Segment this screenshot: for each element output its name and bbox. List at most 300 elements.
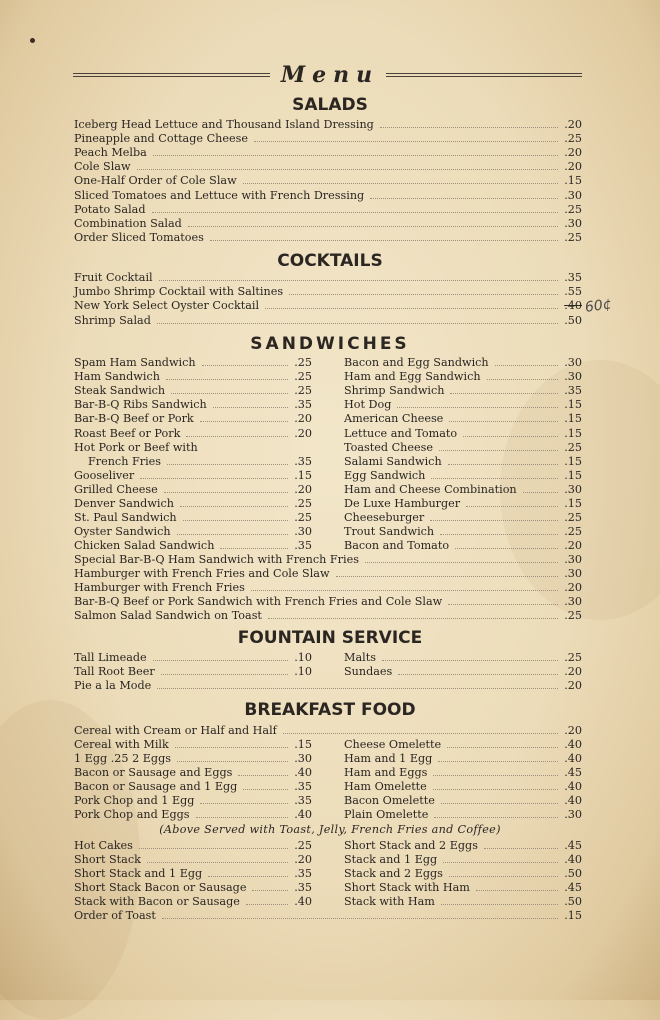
menu-item-name: Iceberg Head Lettuce and Thousand Island Dressing [74,118,374,131]
menu-item-price: .15 [564,398,582,412]
breakfast-heading: BREAKFAST FOOD [244,700,416,720]
dot-leader [431,478,558,479]
menu-item-row [344,525,582,539]
dot-leader [246,904,288,905]
menu-item-row [344,441,582,455]
menu-item-row [74,595,582,609]
menu-item-row [74,853,312,867]
menu-item-name: Tall Limeade [74,651,147,664]
menu-item-price: .40 [564,738,582,751]
menu-item-name: Tall Root Beer [74,665,155,679]
menu-item-row [74,299,582,313]
menu-item-row [344,853,582,867]
menu-item-price: .25 [294,511,312,525]
dot-leader [177,761,288,762]
menu-item-price: .20 [294,426,312,440]
menu-item-name: Stack with Ham [344,895,435,909]
menu-item-price: .40 [564,299,582,313]
menu-item-row [74,553,582,567]
menu-item-name: One-Half Order of Cole Slaw [74,174,237,188]
menu-item-price: .20 [564,724,582,737]
menu-title: Menu [280,62,380,88]
menu-item-name: Denver Sandwich [74,497,174,510]
menu-item-name: Order Sliced Tomatoes [74,230,204,244]
menu-item-row [74,441,312,455]
menu-item-name: Stack and 2 Eggs [344,867,443,881]
menu-item-price: .15 [564,174,582,188]
dot-leader [153,155,558,156]
dot-leader [180,506,288,507]
menu-item-price: .40 [564,853,582,867]
menu-item-row [74,609,582,623]
menu-item-name: Ham Sandwich [74,370,160,384]
menu-item-row [74,356,312,370]
dot-leader [164,492,288,493]
menu-item-name: Ham Omelette [344,780,427,793]
menu-item-price: .40 [294,808,312,821]
fountain-heading: FOUNTAIN SERVICE [237,628,423,648]
menu-item-name: Bacon or Sausage and 1 Egg [74,780,238,793]
menu-item-row [74,160,582,174]
dot-leader [495,365,559,366]
menu-item-name: Lettuce and Tomato [344,426,458,440]
menu-item-price: .30 [564,216,582,230]
dot-leader [243,789,288,790]
menu-item-price: .15 [564,426,582,440]
menu-item-row [344,808,582,822]
menu-item-row [74,497,312,511]
menu-item-price: .25 [294,370,312,384]
dot-leader [463,436,558,437]
menu-item-name: Bacon and Tomato [344,539,450,553]
menu-item-price: .30 [564,808,582,821]
menu-item-row [344,766,582,780]
menu-item-row [344,398,582,412]
dot-leader [152,212,559,213]
menu-item-name: Cheeseburger [344,511,425,525]
dot-leader [137,169,559,170]
dot-leader [161,674,288,675]
menu-item-row [344,651,582,665]
dot-leader [441,803,558,804]
menu-item-row [74,808,312,822]
menu-item-price: .15 [564,454,582,468]
dot-leader [220,548,288,549]
menu-item-row [74,909,582,923]
menu-item-price: .10 [294,665,312,679]
menu-item-row [74,271,582,285]
menu-item-price: .25 [564,202,582,216]
menu-item-price: .20 [294,482,312,496]
menu-item-name: Potato Salad [74,202,146,216]
menu-item-price: .15 [564,412,582,426]
menu-item-row [344,370,582,384]
menu-item-name: New York Select Oyster Cocktail [74,299,260,313]
menu-item-price: .35 [294,454,312,468]
menu-item-price: .30 [564,595,582,609]
menu-item-name: Stack with Bacon or Sausage [74,895,240,909]
menu-item-row [344,539,582,553]
menu-item-price: .30 [564,567,582,581]
menu-item-name: Bacon or Sausage and Eggs [74,766,233,779]
menu-item-row [344,497,582,511]
menu-item-price: .30 [564,370,582,384]
dot-leader [140,478,288,479]
dot-leader [440,534,558,535]
menu-item-price: .15 [294,738,312,751]
menu-item-row [74,384,312,398]
dot-leader [153,660,289,661]
menu-item-row [344,794,582,808]
menu-item-name: Pineapple and Cottage Cheese [74,132,248,146]
menu-item-price: .25 [564,609,582,623]
menu-item-row [344,665,582,679]
dot-leader [448,604,558,605]
menu-item-row [74,285,582,299]
menu-item-name: Steak Sandwich [74,384,166,398]
dot-leader [382,660,558,661]
menu-item-name: French Fries [88,454,162,468]
menu-item-name: Malts [344,651,376,664]
menu-item-name: Stack and 1 Egg [344,853,438,867]
menu-item-price: .35 [294,398,312,412]
salads-heading: SALADS [292,95,368,115]
menu-item-name: Sundaes [344,665,393,679]
menu-item-name: Plain Omelette [344,808,429,821]
dot-leader [186,436,288,437]
dot-leader [167,464,288,465]
menu-item-name: 1 Egg .25 2 Eggs [74,752,171,765]
dot-leader [433,789,558,790]
menu-item-row [74,539,312,553]
menu-item-price: .30 [564,356,582,369]
menu-item-name: Oyster Sandwich [74,525,171,539]
dot-leader [238,775,288,776]
menu-item-price: .20 [564,679,582,692]
menu-item-row [74,189,582,203]
ink-speck [30,38,35,43]
dot-leader [466,506,558,507]
menu-item-price: .50 [564,867,582,881]
menu-item-name: Hamburger with French Fries [74,581,245,595]
menu-item-price: .35 [294,780,312,793]
menu-item-name: American Cheese [344,412,444,426]
dot-leader [449,421,558,422]
dot-leader [200,803,288,804]
menu-item-row [344,780,582,794]
menu-item-name: Pie a la Mode [74,679,152,692]
menu-item-price: .30 [294,752,312,765]
menu-item-price: .25 [294,497,312,510]
menu-item-price: .20 [564,160,582,174]
menu-item-name: Jumbo Shrimp Cocktail with Saltines [74,285,284,299]
menu-item-price: .35 [294,539,312,553]
menu-item-name: Short Stack Bacon or Sausage [74,881,247,895]
dot-leader [434,817,558,818]
menu-item-price: .45 [564,839,582,852]
dot-leader [380,127,558,128]
menu-item-name: Hot Pork or Beef with [74,440,198,454]
menu-item-name: Shrimp Sandwich [344,384,445,398]
menu-item-price: .20 [294,853,312,867]
dot-leader [171,393,288,394]
menu-item-row [74,469,312,483]
dot-leader [523,492,559,493]
dot-leader [210,240,558,241]
dot-leader [188,226,558,227]
menu-item-name: Fruit Cocktail [74,271,153,284]
menu-item-name: Order of Toast [74,909,156,922]
dot-leader [365,562,558,563]
menu-item-row [74,314,582,328]
breakfast-note: (Above Served with Toast, Jelly, French Fries and Coffee) [159,823,501,836]
menu-item-name: Short Stack and 2 Eggs [344,839,478,852]
menu-item-name: Short Stack [74,853,141,867]
dot-leader [397,407,558,408]
menu-item-name: Bacon and Egg Sandwich [344,356,489,369]
menu-item-name: Cheese Omelette [344,738,442,751]
menu-item-price: .35 [564,384,582,398]
dot-leader [202,365,289,366]
menu-item-name: St. Paul Sandwich [74,511,177,525]
dot-leader [139,848,288,849]
menu-item-row [344,752,582,766]
dot-leader [254,141,558,142]
menu-item-price: .25 [294,356,312,369]
dot-leader [159,280,559,281]
menu-item-row [74,217,582,231]
dot-leader [455,548,558,549]
dot-leader [157,323,558,324]
menu-item-price: .30 [294,525,312,539]
menu-item-row [74,738,312,752]
menu-item-row [74,146,582,160]
menu-item-name: Roast Beef or Pork [74,426,181,440]
menu-item-name: Pork Chop and Eggs [74,808,190,821]
menu-item-row [74,511,312,525]
menu-item-row [74,567,582,581]
menu-item-price: .50 [564,313,582,327]
dot-leader [448,464,559,465]
dot-leader [443,862,558,863]
menu-item-price: .35 [294,794,312,807]
menu-item-row [74,483,312,497]
dot-leader [265,308,558,309]
menu-item-name: Ham and Cheese Combination [344,482,517,496]
menu-item-price: .25 [564,132,582,146]
cocktails-heading: COCKTAILS [277,251,383,271]
menu-item-name: Toasted Cheese [344,440,433,454]
menu-item-row [74,895,312,909]
menu-item-row [74,766,312,780]
menu-item-price: .30 [564,188,582,202]
menu-item-price: .20 [564,539,582,553]
menu-item-price: .15 [564,497,582,510]
menu-item-price: .20 [564,581,582,595]
menu-item-name: De Luxe Hamburger [344,497,461,510]
menu-item-price: .25 [294,839,312,852]
menu-item-price: .45 [564,766,582,779]
dot-leader [208,876,288,877]
menu-item-name: Peach Melba [74,146,147,160]
menu-item-name: Bar-B-Q Beef or Pork Sandwich with French Fries and Cole Slaw [74,595,443,609]
menu-item-row [74,780,312,794]
dot-leader [438,761,558,762]
menu-item-name: Ham and Eggs [344,766,428,779]
dot-leader [175,747,288,748]
menu-item-row [74,794,312,808]
menu-item-row [344,881,582,895]
menu-item-row [344,427,582,441]
menu-item-row [74,455,312,469]
menu-item-row [344,469,582,483]
menu-item-name: Egg Sandwich [344,468,426,482]
menu-item-row [74,118,582,132]
dot-leader [439,450,558,451]
menu-item-price: .40 [294,895,312,909]
dot-leader [268,618,558,619]
dot-leader [447,747,558,748]
menu-item-name: Trout Sandwich [344,525,435,539]
menu-item-price: .25 [294,384,312,398]
menu-item-price: .10 [294,651,312,664]
menu-item-price: .25 [564,440,582,454]
menu-item-row [344,455,582,469]
menu-item-price: .45 [564,881,582,895]
menu-item-name: Special Bar-B-Q Ham Sandwich with French Fries [74,553,359,566]
menu-item-price: .30 [564,482,582,496]
menu-item-row [74,174,582,188]
dot-leader [252,890,288,891]
menu-item-price: .25 [564,511,582,525]
menu-item-price: .20 [564,118,582,131]
menu-item-row [74,752,312,766]
menu-item-name: Chicken Salad Sandwich [74,539,215,553]
menu-item-name: Sliced Tomatoes and Lettuce with French Dressing [74,188,365,202]
dot-leader [162,918,558,919]
dot-leader [450,393,558,394]
dot-leader [484,848,558,849]
dot-leader [183,520,289,521]
menu-item-row [74,132,582,146]
dot-leader [476,890,558,891]
menu-item-price: .35 [294,867,312,881]
menu-item-name: Short Stack and 1 Egg [74,867,203,881]
menu-item-price: .15 [564,468,582,482]
menu-item-name: Gooseliver [74,468,135,482]
menu-item-price: .35 [564,271,582,284]
menu-item-row [74,839,312,853]
menu-item-price: .50 [564,895,582,909]
menu-item-name: Salami Sandwich [344,454,442,468]
menu-item-row [344,356,582,370]
menu-item-name: Grilled Cheese [74,482,158,496]
dot-leader [177,534,289,535]
sandwiches-heading: SANDWICHES [250,334,410,354]
dot-leader [370,198,558,199]
dot-leader [441,904,558,905]
menu-item-price: .40 [564,794,582,807]
menu-item-row [74,665,312,679]
dot-leader [430,520,558,521]
menu-item-row [74,370,312,384]
menu-item-name: Hamburger with French Fries and Cole Slaw [74,567,330,581]
menu-item-price: .25 [564,230,582,244]
menu-item-name: Short Stack with Ham [344,881,470,895]
dot-leader [243,183,559,184]
menu-item-price: .40 [564,780,582,793]
menu-item-name: Bar-B-Q Ribs Sandwich [74,398,207,412]
dot-leader [147,862,288,863]
dot-leader [433,775,558,776]
menu-item-row [344,483,582,497]
menu-item-price: .20 [294,412,312,426]
menu-item-row [344,412,582,426]
menu-item-row [344,895,582,909]
menu-item-row [74,867,312,881]
menu-item-price: .20 [564,146,582,160]
dot-leader [196,817,289,818]
menu-item-row [344,839,582,853]
dot-leader [200,421,289,422]
dot-leader [157,688,558,689]
menu-item-row [344,384,582,398]
menu-item-row [344,511,582,525]
menu-item-price: .25 [564,651,582,664]
handwritten-price: 60¢ [584,296,613,316]
menu-item-row [74,651,312,665]
menu-item-price: .30 [564,553,582,566]
menu-item-price: .40 [564,752,582,765]
menu-item-row [74,525,312,539]
menu-item-row [74,203,582,217]
menu-item-name: Pork Chop and 1 Egg [74,794,195,807]
dot-leader [166,379,288,380]
menu-item-row [74,412,312,426]
dot-leader [289,294,558,295]
dot-leader [283,733,558,734]
menu-item-row [74,398,312,412]
menu-item-row [344,738,582,752]
menu-item-name: Combination Salad [74,216,182,230]
menu-item-row [344,867,582,881]
dot-leader [398,674,558,675]
dot-leader [449,876,558,877]
menu-item-price: .15 [564,909,582,922]
menu-item-name: Bacon Omelette [344,794,435,807]
menu-item-row [74,679,582,693]
dot-leader [213,407,288,408]
menu-item-name: Cereal with Cream or Half and Half [74,724,277,737]
menu-item-price: .55 [564,285,582,299]
menu-item-name: Spam Ham Sandwich [74,356,196,369]
menu-item-name: Ham and 1 Egg [344,752,433,765]
dot-leader [251,590,558,591]
menu-item-name: Cole Slaw [74,160,131,174]
menu-item-price: .35 [294,881,312,895]
menu-item-name: Cereal with Milk [74,738,169,751]
menu-item-price: .40 [294,766,312,779]
menu-item-name: Hot Cakes [74,839,133,852]
menu-item-price: .15 [294,468,312,482]
dot-leader [336,576,559,577]
menu-item-price: .20 [564,665,582,679]
menu-item-name: Bar-B-Q Beef or Pork [74,412,194,426]
menu-item-price: .25 [564,525,582,539]
menu-item-row [74,427,312,441]
menu-item-row [74,881,312,895]
menu-item-name: Salmon Salad Sandwich on Toast [74,609,262,623]
